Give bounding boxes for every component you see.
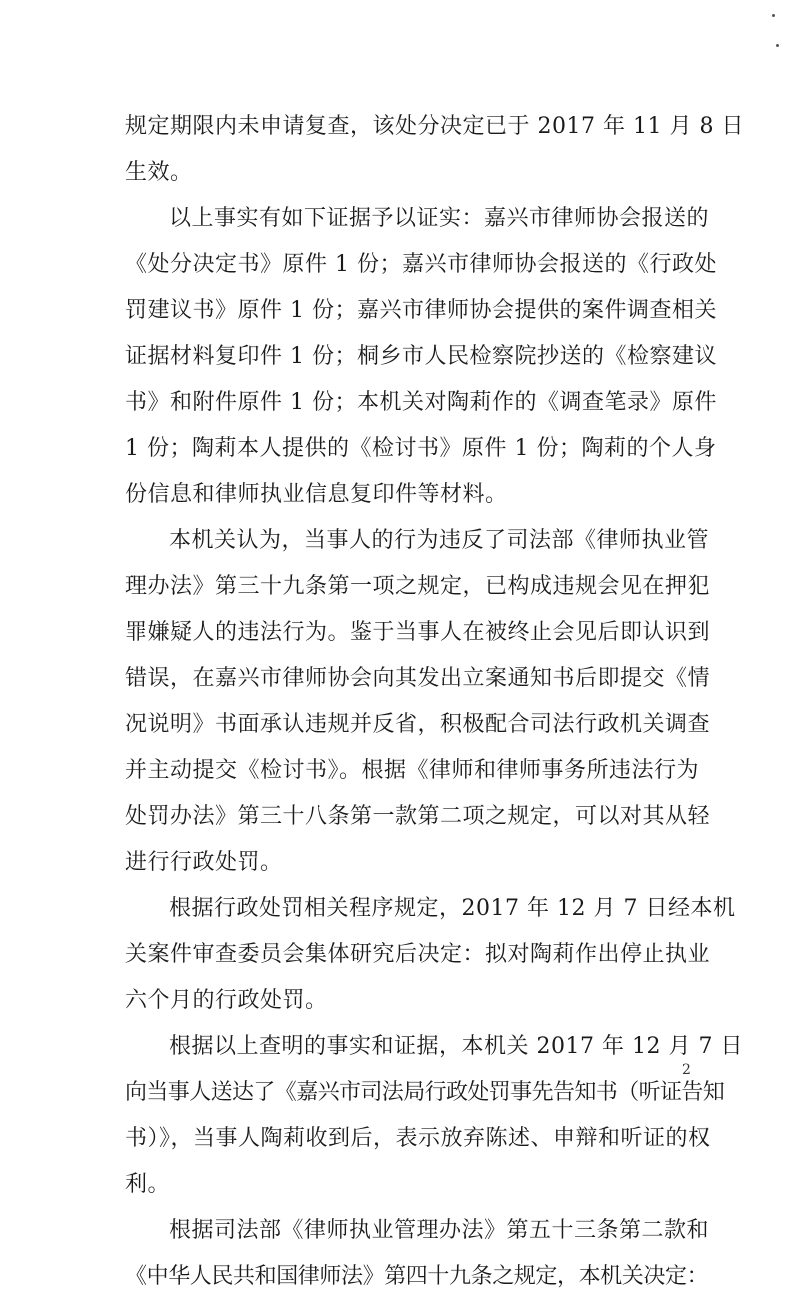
text-line: 以上事实有如下证据予以证实：嘉兴市律师协会报送的 — [169, 206, 710, 231]
text-line: 书）》，当事人陶莉收到后，表示放弃陈述、申辩和听证的权 — [125, 1126, 711, 1151]
text-line: 书》和附件原件 1 份；本机关对陶莉作的《调查笔录》原件 — [125, 390, 717, 415]
text-line: 根据司法部《律师执业管理办法》第五十三条第二款和 — [169, 1218, 710, 1243]
paragraph-2 — [125, 196, 717, 518]
text-line: 罪嫌疑人的违法行为。鉴于当事人在被终止会见后即认识到 — [125, 620, 711, 645]
text-line: 进行行政处罚。 — [125, 850, 283, 875]
text-line: 利。 — [125, 1172, 171, 1197]
text-line: 向当事人送达了《嘉兴市司法局行政处罚事先告知书（听证告知 — [125, 1080, 725, 1105]
document-body — [125, 104, 744, 1300]
text-line: 并主动提交《检讨书》。根据《律师和律师事务所违法行为 — [125, 758, 700, 783]
text-line: 错误，在嘉兴市律师协会向其发出立案通知书后即提交《情 — [125, 666, 711, 691]
page-number: 2 — [682, 1062, 691, 1078]
paragraph-5 — [125, 1024, 743, 1208]
paragraph-6 — [125, 1208, 710, 1300]
text-line: 理办法》第三十九条第一项之规定，已构成违规会见在押犯 — [125, 574, 711, 599]
text-line: 本机关认为，当事人的行为违反了司法部《律师执业管 — [169, 528, 710, 553]
text-line: 六个月的行政处罚。 — [125, 988, 328, 1013]
scan-speck — [776, 44, 779, 47]
paragraph-1 — [125, 104, 744, 196]
text-line: 份信息和律师执业信息复印件等材料。 — [125, 482, 508, 507]
text-line: 关案件审查委员会集体研究后决定：拟对陶莉作出停止执业 — [125, 942, 711, 967]
text-line: 处罚办法》第三十八条第一款第二项之规定，可以对其从轻 — [125, 804, 711, 829]
paragraph-3 — [125, 518, 711, 886]
paragraph-4 — [125, 886, 736, 1024]
text-line: 根据以上查明的事实和证据，本机关 2017 年 12 月 7 日 — [169, 1034, 743, 1059]
scan-speck — [772, 14, 775, 17]
text-line: 1 份；陶莉本人提供的《检讨书》原件 1 份；陶莉的个人身 — [125, 436, 717, 461]
text-line: 《处分决定书》原件 1 份；嘉兴市律师协会报送的《行政处 — [125, 252, 717, 277]
text-line: 生效。 — [125, 160, 193, 185]
text-line: 证据材料复印件 1 份；桐乡市人民检察院抄送的《检察建议 — [125, 344, 717, 369]
text-line: 况说明》书面承认违规并反省，积极配合司法行政机关调查 — [125, 712, 711, 737]
text-line: 根据行政处罚相关程序规定，2017 年 12 月 7 日经本机 — [169, 896, 736, 921]
text-line: 罚建议书》原件 1 份；嘉兴市律师协会提供的案件调查相关 — [125, 298, 717, 323]
text-line: 规定期限内未申请复查，该处分决定已于 2017 年 11 月 8 日 — [125, 114, 744, 139]
text-line: 《中华人民共和国律师法》第四十九条之规定，本机关决定： — [125, 1264, 709, 1289]
